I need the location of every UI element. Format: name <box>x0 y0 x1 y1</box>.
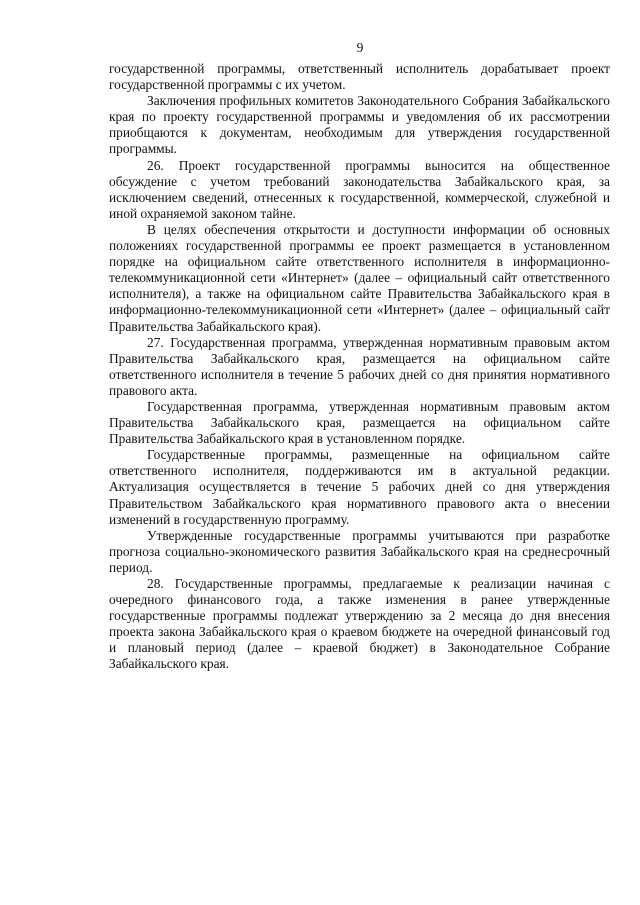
paragraph-government-site: Государственная программа, утвержденная нормативным правовым актом Правительства Забайкальского края, размещается на официальном сайте Правительства Забайкальского края в установленном порядке. <box>109 398 610 447</box>
paragraph-item-28: 28. Государственные программы, предлагаемые к реализации начиная с очередного финансового года, а также изменения в ранее утвержденные государственные программы подлежат утверждению за 2 месяца до дня внесения проекта закона Забайкальского края о краевом бюджете на очередной финансовый год и плановый период (далее – краевой бюджет) в Законодательное Собрание Забайкальского края. <box>109 576 610 672</box>
paragraph-committee-conclusions: Заключения профильных комитетов Законодательного Собрания Забайкальского края по проекту государственной программы и уведомления об их рассмотрении приобщаются к документам, необходимым для утверждения государственной программы. <box>109 93 610 157</box>
paragraph-continuation: государственной программы, ответственный исполнитель дорабатывает проект государственной программы с их учетом. <box>109 61 610 93</box>
paragraph-actualization: Государственные программы, размещенные на официальном сайте ответственного исполнителя, поддерживаются им в актуальной редакции. Актуализация осуществляется в течение 5 рабочих дней со дня утверждения Правительством Забайкальского края нормативного правового акта о внесении изменений в государственную программу. <box>109 447 610 527</box>
document-body <box>109 61 610 673</box>
page-number: 9 <box>356 40 364 55</box>
paragraph-openness: В целях обеспечения открытости и доступности информации об основных положениях государственной программы ее проект размещается в установленном порядке на официальном сайте ответственного исполнителя в информационно-телекоммуникационной сети «Интернет» (далее – официальный сайт ответственного исполнителя), а также на официальном сайте Правительства Забайкальского края в информационно-телекоммуникационной сети «Интернет» (далее – официальный сайт Правительства Забайкальского края). <box>109 221 610 334</box>
paragraph-forecast: Утвержденные государственные программы учитываются при разработке прогноза социально-экономического развития Забайкальского края на среднесрочный период. <box>109 527 610 575</box>
paragraph-item-27: 27. Государственная программа, утвержденная нормативным правовым актом Правительства Забайкальского края, размещается на официальном сайте ответственного исполнителя в течение 5 рабочих дней со дня принятия нормативного правового акта. <box>109 334 610 398</box>
paragraph-item-26: 26. Проект государственной программы выносится на общественное обсуждение с учетом требований законодательства Забайкальского края, за исключением сведений, отнесенных к государственной, коммерческой, служебной и иной охраняемой законом тайне. <box>109 157 610 221</box>
